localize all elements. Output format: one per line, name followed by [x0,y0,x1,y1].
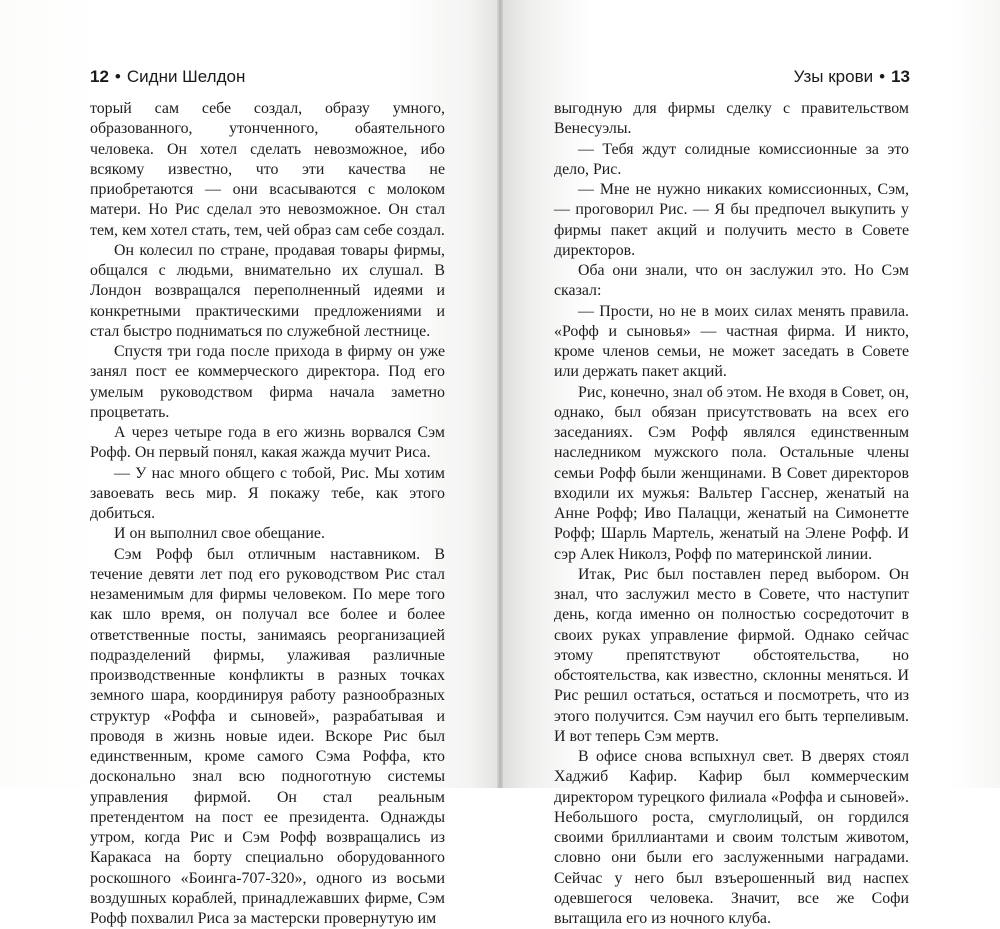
header-bullet: • [879,67,885,86]
right-running-header [794,67,910,87]
paragraph-continuation: выгодную для фирмы сделку с правительством Венесуэлы. [554,99,909,140]
left-page-number: 12 [90,67,109,86]
right-page-number: 13 [891,67,910,86]
paragraph: Он колесил по стране, продавая товары фирмы, общался с людьми, внимательно их слушал. В Лондон возвращался переполненный идеями и конкретными практическими предложениями и стал быстро подниматься по служебной лестнице. [90,241,445,342]
header-bullet: • [115,67,121,86]
paragraph: И он выполнил свое обещание. [90,524,445,544]
author-name: Сидни Шелдон [127,67,245,86]
paragraph: торый сам себе создал, образу умного, образованного, утонченного, обаятельного человека. Он хотел сделать невозможное, ибо всякому известно, что эти качества не приобретаются — они всасываются с молоком матери. Но Рис сделал это невозможное. Он стал тем, кем хотел стать, тем, чей образ сам себе создал. [90,99,445,241]
paragraph: — Мне не нужно никаких комиссионных, Сэм, — проговорил Рис. — Я бы предпочел выкупить у фирмы пакет акций и получить место в Совете директоров. [554,180,909,261]
paragraph: В офисе снова вспыхнул свет. В дверях стоял Хаджиб Кафир. Кафир был коммерческим директором турецкого филиала «Роффа и сыновей». Небольшого роста, смуглолицый, он гордился своими бриллиантами и своим толстым животом, словно они были его заслуженными наградами. Сейчас у него был взъерошенный вид наспех одевшегося человека. Значит, все же Софи вытащила его из ночного клуба. [554,747,909,929]
paragraph: — Тебя ждут солидные комиссионные за это дело, Рис. [554,140,909,181]
paragraph: А через четыре года в его жизнь ворвался Сэм Рофф. Он первый понял, какая жажда мучит Риса. [90,423,445,464]
paragraph: Рис, конечно, знал об этом. Не входя в Совет, он, однако, был обязан присутствовать на всех его заседаниях. Сэм Рофф являлся единственным наследником мужского пола. Остальные члены семьи Рофф были женщинами. В Совет директоров входили их мужья: Вальтер Гасснер, женатый на Анне Рофф; Иво Палацци, женатый на Симонетте Рофф; Шарль Мартель, женатый на Элене Рофф. И сэр Алек Николз, Рофф по материнской линии. [554,383,909,565]
right-page [500,0,1000,788]
right-page-text [554,99,909,929]
book-gutter [497,0,503,788]
paragraph: Сэм Рофф был отличным наставником. В течение девяти лет под его руководством Рис стал незаменимым для фирмы человеком. По мере того как шло время, он получал все более и более ответственные посты, занимаясь реорганизацией подразделений фирмы, улаживая различные производственные конфликты в разных точках земного шара, координируя работу разнообразных структур «Роффа и сыновей», разрабатывая и проводя в жизнь новые идеи. Вскоре Рис был единственным, кроме самого Сэма Роффа, кто досконально знал всю подноготную системы управления фирмой. Он стал реальным претендентом на пост ее президента. Однажды утром, когда Рис и Сэм Рофф возвращались из Каракаса на борту специально оборудованного роскошного «Боинга-707-320», одного из восьми воздушных кораблей, принадлежавших фирме, Сэм Рофф похвалил Риса за мастерски провернутую им [90,545,445,929]
paragraph: — Прости, но не в моих силах менять правила. «Рофф и сыновья» — частная фирма. И никто, кроме членов семьи, не может заседать в Совете или держать пакет акций. [554,302,909,383]
left-page-text [90,99,445,929]
paragraph: Оба они знали, что он заслужил это. Но Сэм сказал: [554,261,909,302]
left-page [0,0,500,788]
paragraph: — У нас много общего с тобой, Рис. Мы хотим завоевать весь мир. Я покажу тебе, как этого добиться. [90,464,445,525]
paragraph: Спустя три года после прихода в фирму он уже занял пост ее коммерческого директора. Под его умелым руководством фирма начала заметно процветать. [90,342,445,423]
paragraph: Итак, Рис был поставлен перед выбором. Он знал, что заслужил место в Совете, что наступит день, когда именно он полностью сосредоточит в своих руках управление фирмой. Однако сейчас этому препятствуют обстоятельства, но обстоятельства, как известно, склонны меняться. И Рис решил остаться, остаться и посмотреть, что из этого получится. Сэм научил его быть терпеливым. И вот теперь Сэм мертв. [554,565,909,747]
left-running-header [90,67,245,87]
book-title: Узы крови [794,67,873,86]
